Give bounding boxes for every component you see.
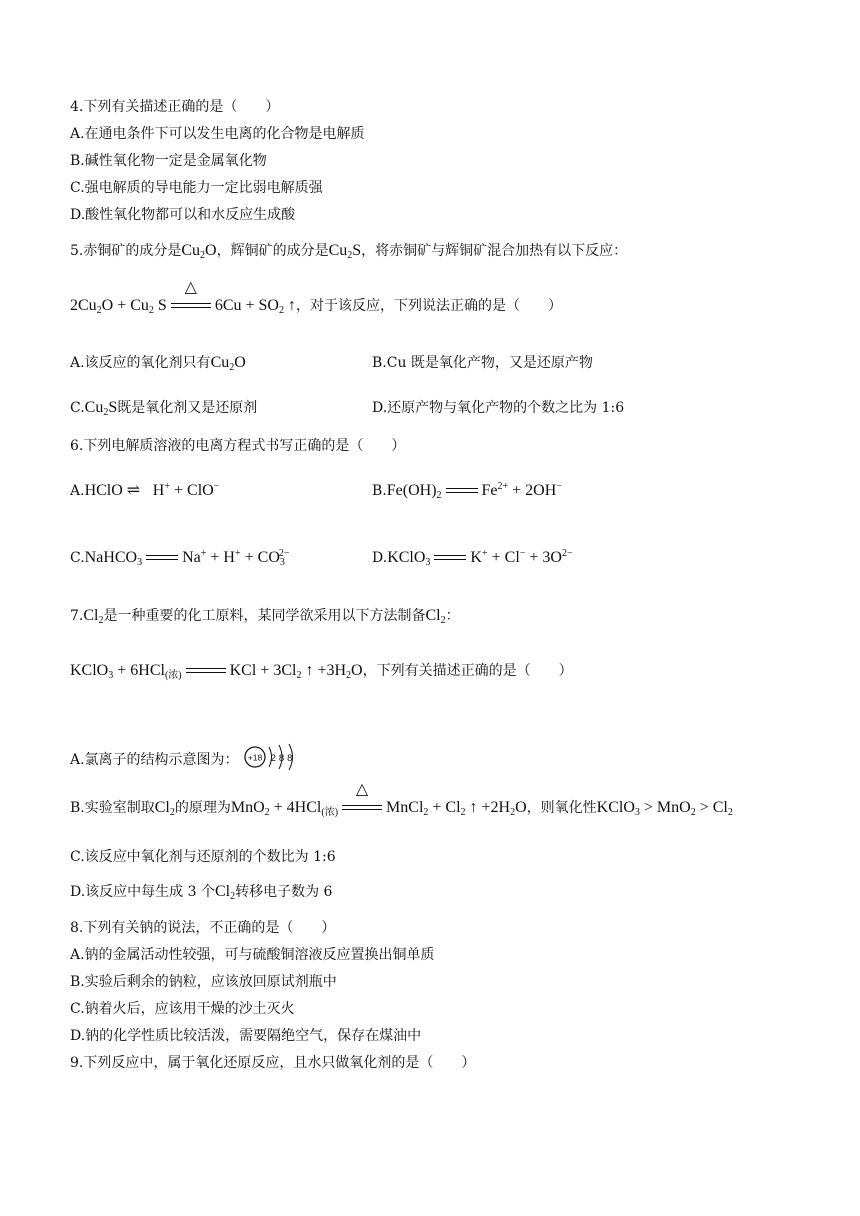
q9-stem: 9.下列反应中，属于氧化还原反应，且水只做氧化剂的是（ ）	[70, 1055, 476, 1071]
q5-option-a: A.该反应的氧化剂只有$Cu_2O$	[70, 354, 246, 373]
q5-option-d: D.还原产物与氧化产物的个数之比为 1:6	[372, 400, 625, 416]
q4-option-b: B.碱性氧化物一定是金属氧化物	[70, 153, 267, 169]
q8-option-d: D.钠的化学性质比较活泼，需要隔绝空气，保存在煤油中	[70, 1028, 422, 1044]
q7-option-d: D.该反应中每生成 3 个$Cl_2$转移电子数为 6	[70, 883, 333, 902]
q8-option-c: C.钠着火后，应该用干燥的沙土灭火	[70, 1001, 295, 1017]
q6-option-d: D.KClO$_3$ $K^+ + Cl^- + 3O^{2-}$	[372, 548, 573, 568]
q7-option-a: A.氯离子的结构示意图为： +18 288	[70, 742, 305, 772]
heat-triangle-icon: △	[184, 277, 197, 296]
q7-stem: $7.Cl_2$是一种重要的化工原料，某同学欲采用以下方法制备$Cl_2$：	[70, 607, 460, 626]
q8-stem: 8.下列有关钠的说法，不正确的是（ ）	[70, 920, 336, 936]
chloride-ion-structure-diagram	[243, 742, 305, 772]
q7-option-b: B.实验室制取$Cl_2$的原理为MnO$_2$ + 4HCl$_{(浓)}$ △ MnCl$_2$ + $Cl_2$ ↑ $+2H_2O$，则氧化性KClO$_3$ > $MnO_2 > Cl_2$	[70, 779, 733, 818]
q6-option-a: A.HClO ⇌ H+ + ClO−	[70, 481, 220, 500]
q5-equation: $2Cu_2O + Cu_2$ S △ $6Cu + SO_2$ ↑，对于该反应，下列说法正确的是（ ）	[70, 277, 562, 316]
atom-shell-electrons: 288	[270, 753, 295, 764]
q4-option-c: C.强电解质的导电能力一定比弱电解质强	[70, 180, 323, 196]
q6-option-c: C.NaHCO$_3$ $Na^+ + H^+ + CO_3^{2-}$	[70, 548, 290, 568]
q4-option-a: A.在通电条件下可以发生电离的化合物是电解质	[70, 126, 365, 142]
q4-stem: 4.下列有关描述正确的是（ ）	[70, 99, 280, 115]
q6-option-b: $B.Fe(OH)_2$ $Fe^{2+} + 2OH^-$	[372, 481, 562, 501]
heat-triangle-icon: △	[355, 779, 369, 798]
q7-equation: KClO$_3$ + 6HCl$_{(浓)}$ KCl + $3Cl_2$ ↑ $+3H_2O$，下列有关描述正确的是（ ）	[70, 662, 573, 681]
q7-option-c: C.该反应中氧化剂与还原剂的个数比为 1:6	[70, 849, 336, 865]
q8-option-a: A.钠的金属活动性较强，可与硫酸铜溶液反应置换出铜单质	[70, 947, 435, 963]
q4-option-d: D.酸性氧化物都可以和水反应生成酸	[70, 207, 296, 223]
q6-stem: 6.下列电解质溶液的电离方程式书写正确的是（ ）	[70, 438, 406, 454]
q5-stem: 5.赤铜矿的成分是$Cu_2O$，辉铜矿的成分是$Cu_2S$，将赤铜矿与辉铜矿混合加热有以下反应：	[70, 242, 628, 261]
q5-option-b: B.Cu 既是氧化产物，又是还原产物	[372, 355, 593, 371]
q5-option-c: $C.Cu_2S$既是氧化剂又是还原剂	[70, 399, 258, 418]
q8-option-b: B.实验后剩余的钠粒，应该放回原试剂瓶中	[70, 974, 337, 990]
atom-nucleus-label: +18	[247, 752, 262, 763]
